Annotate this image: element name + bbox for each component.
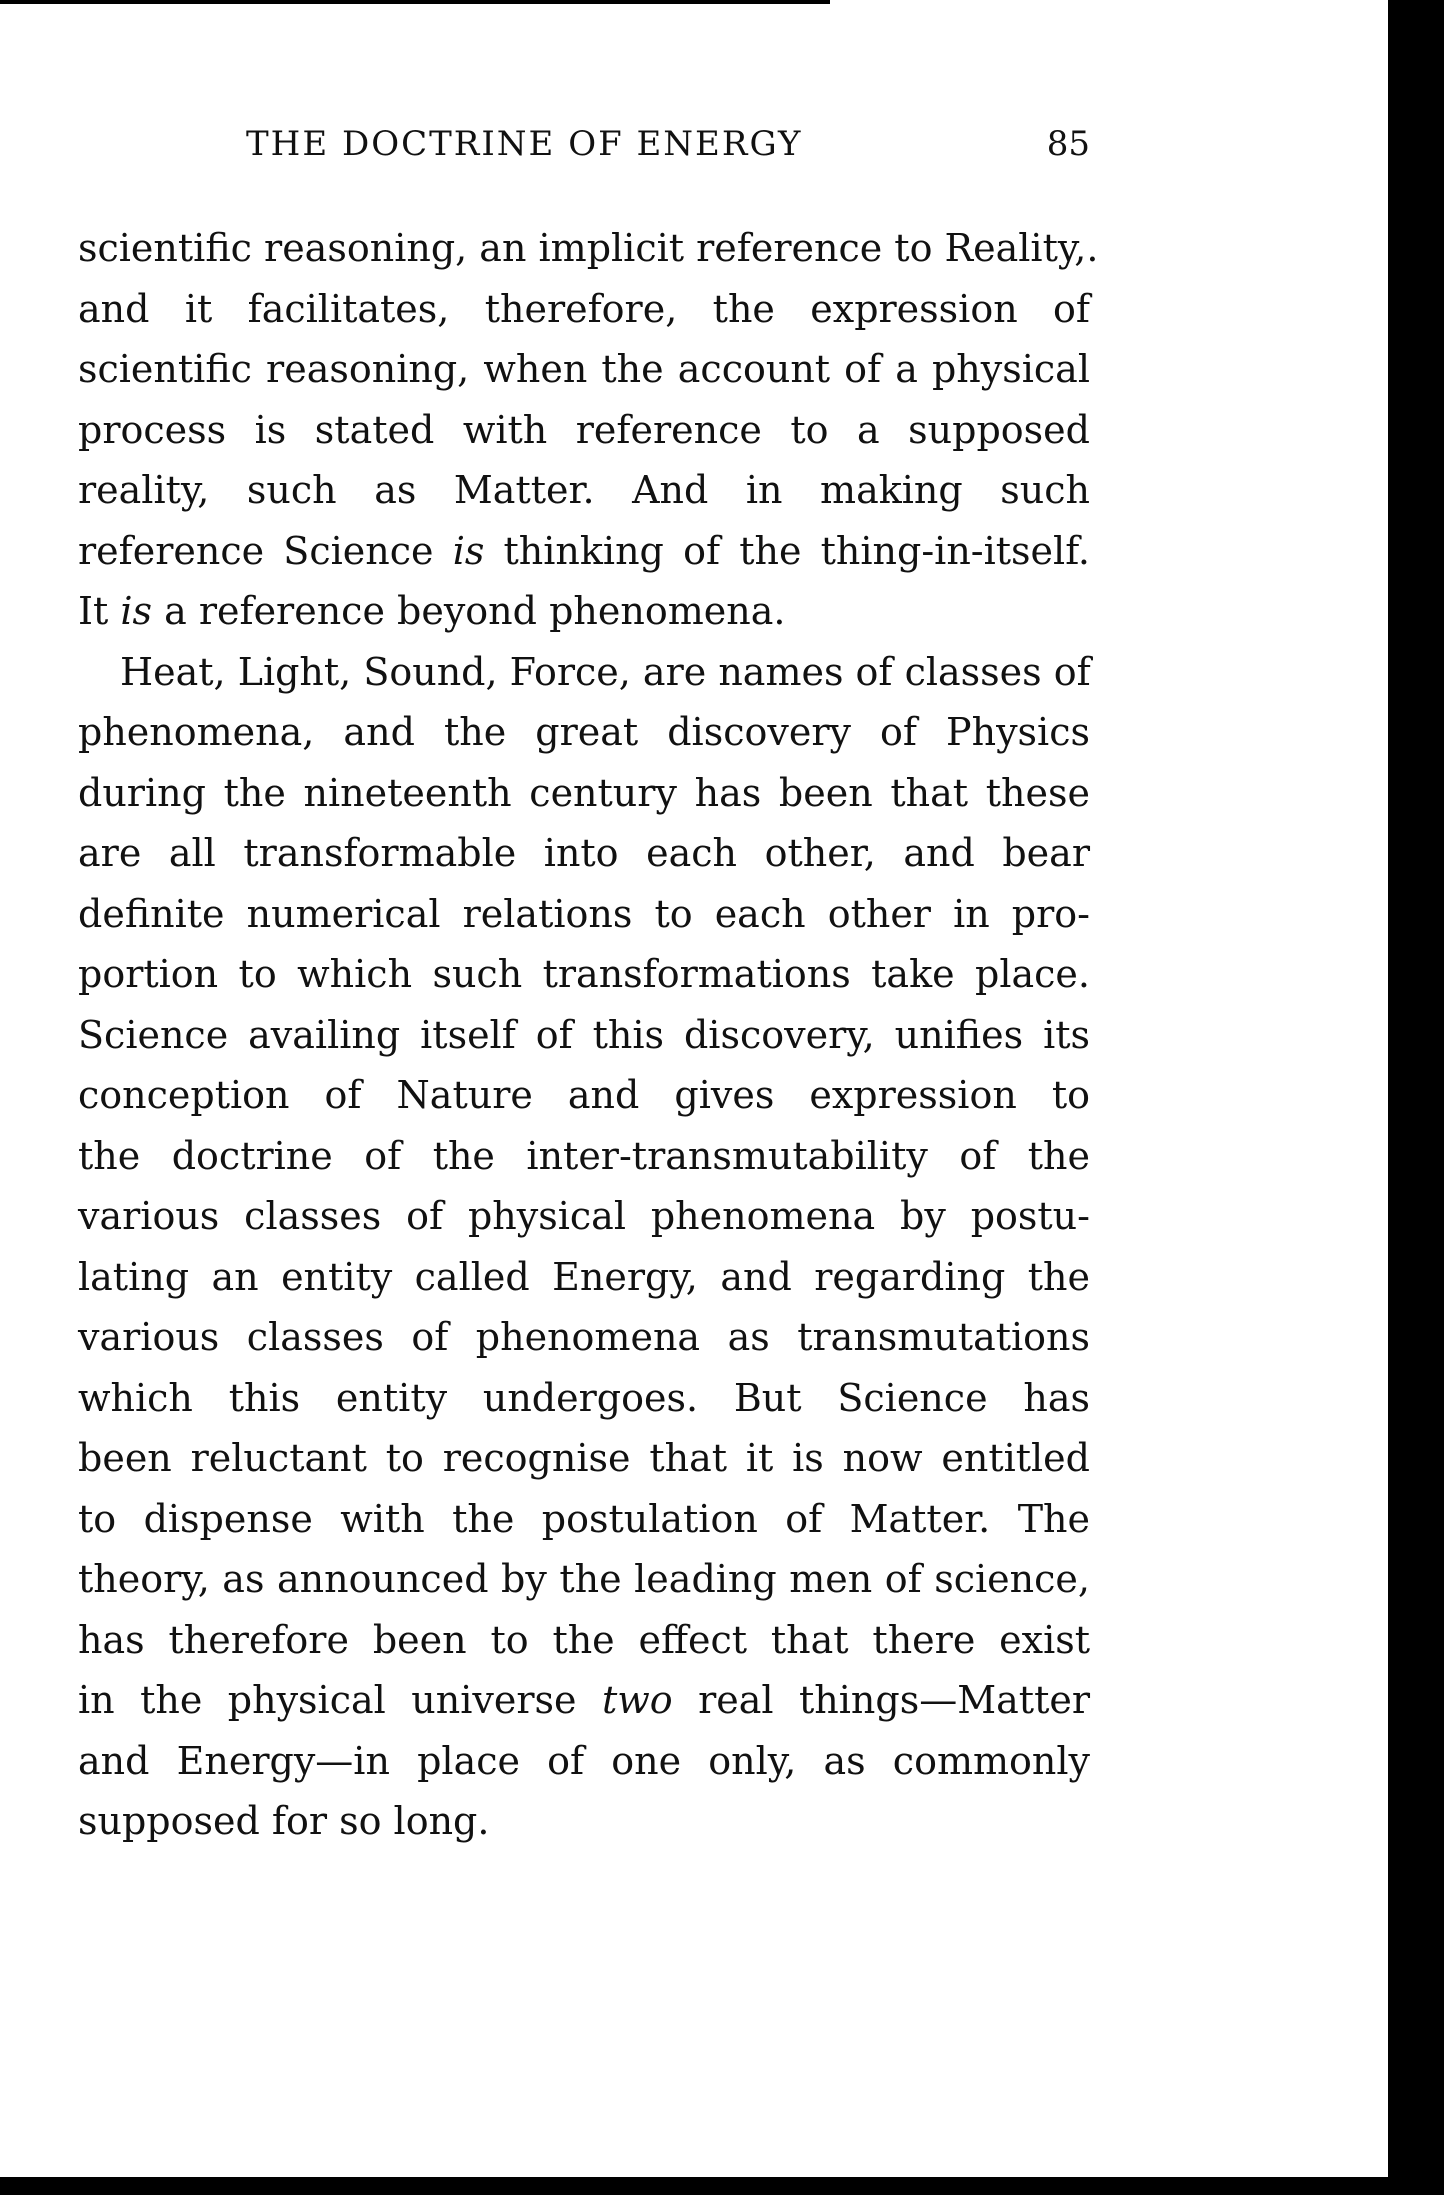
italic-run: is <box>452 528 485 573</box>
text-run: thinking of the thing-in-itself. <box>484 528 1090 573</box>
text-line: lating an entity called Energy, and regarding the <box>78 1254 1090 1299</box>
paragraph <box>78 642 1090 1852</box>
text-line: the doctrine of the inter-transmutability of the <box>78 1133 1090 1178</box>
text-run: a reference beyond phenomena. <box>152 589 786 633</box>
text-run: reference Science <box>78 528 453 573</box>
paragraph <box>78 218 1099 642</box>
text-line: process is stated with reference to a supposed <box>78 407 1090 452</box>
text-line: portion to which such transformations take place. <box>78 952 1090 996</box>
text-line: conception of Nature and gives expression to <box>78 1073 1090 1117</box>
page-number: 85 <box>1046 124 1090 164</box>
text-line: theory, as announced by the leading men of science, <box>78 1557 1090 1601</box>
text-run: real things—Matter <box>672 1678 1090 1722</box>
text-line: scientific reasoning, an implicit reference to Reality,. <box>78 226 1099 270</box>
body-text <box>78 218 1099 1852</box>
italic-run: two <box>601 1678 673 1722</box>
text-line <box>78 521 1090 582</box>
text-line: phenomena, and the great discovery of Physics <box>78 710 1090 754</box>
text-line: Science availing itself of this discovery, unifies its <box>78 1012 1090 1057</box>
italic-run: is <box>120 589 153 633</box>
text-line: been reluctant to recognise that it is now entitled <box>78 1436 1090 1480</box>
text-run: in the physical universe <box>78 1678 602 1722</box>
scan-bottom-edge <box>0 2177 1444 2195</box>
text-run: It <box>78 589 121 633</box>
text-line: Heat, Light, Sound, Force, are names of classes of <box>120 649 1091 694</box>
text-line: during the nineteenth century has been that these <box>78 770 1090 815</box>
text-line: various classes of phenomena as transmutations <box>78 1315 1090 1359</box>
text-line: which this entity undergoes. But Science has <box>78 1375 1090 1420</box>
text-line: are all transformable into each other, and bear <box>78 831 1090 875</box>
running-head <box>78 124 1090 184</box>
text-line <box>78 581 1090 642</box>
text-line: to dispense with the postulation of Matter. The <box>78 1496 1090 1541</box>
text-line: scientific reasoning, when the account of a physical <box>78 347 1090 391</box>
text-line: various classes of physical phenomena by postu- <box>78 1194 1090 1238</box>
text-line: has therefore been to the effect that there exist <box>78 1617 1090 1662</box>
text-line: and Energy—in place of one only, as commonly <box>78 1738 1090 1783</box>
text-line: supposed for so long. <box>78 1799 490 1843</box>
text-line: reality, such as Matter. And in making such <box>78 468 1090 512</box>
text-line <box>78 1670 1090 1731</box>
text-line: and it facilitates, therefore, the expression of <box>78 286 1090 331</box>
scan-right-edge <box>1388 0 1444 2195</box>
running-title: THE DOCTRINE OF ENERGY <box>246 124 803 164</box>
text-line: definite numerical relations to each other in pro- <box>78 891 1090 936</box>
scan-top-rule <box>0 0 830 4</box>
